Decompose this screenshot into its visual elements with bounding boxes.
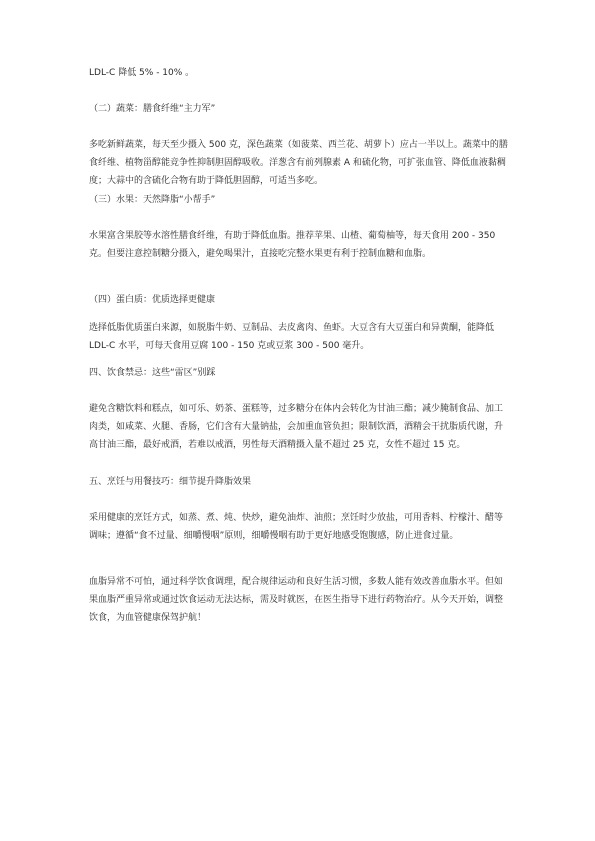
heading-fruit: （三）水果：天然降脂“小帮手” — [89, 195, 216, 205]
paragraph-fruit: 水果富含果胶等水溶性膳食纤维，有助于降低血脂。推荐苹果、山楂、葡萄柚等，每天食用 200 - 350 克。但要注意控制糖分摄入，避免喝果汁，直接吃完整水果更有利于控制血糖和血脂。 — [89, 231, 496, 259]
heading-vegetables: （二）蔬菜：膳食纤维“主力军” — [89, 104, 216, 114]
paragraph-protein: 选择低脂优质蛋白来源，如脱脂牛奶、豆制品、去皮禽肉、鱼虾。大豆含有大豆蛋白和异黄酮，能降低 LDL-C 水平，可每天食用豆腐 100 - 150 克或豆浆 300 - 500 毫升。 — [89, 323, 495, 351]
paragraph-diet-taboos: 避免含糖饮料和糕点，如可乐、奶茶、蛋糕等，过多糖分在体内会转化为甘油三酯；减少腌制食品、加工肉类，如咸菜、火腿、香肠，它们含有大量钠盐，会加重血管负担；限制饮酒，酒精会干扰脂质代谢，升高甘油三酯，最好戒酒，若难以戒酒，男性每天酒精摄入量不超过 25 克，女性不超过 15 克。 — [89, 404, 504, 450]
paragraph-ldl-continuation: LDL-C 降低 5% - 10% 。 — [89, 68, 195, 78]
heading-cooking-tips: 五、烹饪与用餐技巧：细节提升降脂效果 — [89, 477, 252, 487]
heading-protein: （四）蛋白质：优质选择更健康 — [89, 295, 216, 305]
paragraph-conclusion: 血脂异常不可怕，通过科学饮食调理，配合规律运动和良好生活习惯，多数人能有效改善血脂水平。但如果血脂严重异常或通过饮食运动无法达标，需及时就医，在医生指导下进行药物治疗。从今天开始，调整饮食，为血管健康保驾护航！ — [89, 577, 504, 623]
heading-diet-taboos: 四、饮食禁忌：这些“雷区”别踩 — [89, 368, 216, 378]
paragraph-cooking-tips: 采用健康的烹饪方式，如蒸、煮、炖、快炒，避免油炸、油煎；烹饪时少放盐，可用香料、柠檬汁、醋等调味；遵循“食不过量、细嚼慢咽”原则，细嚼慢咽有助于更好地感受饱腹感，防止进食过量。 — [89, 513, 504, 541]
paragraph-vegetables: 多吃新鲜蔬菜，每天至少摄入 500 克，深色蔬菜（如菠菜、西兰花、胡萝卜）应占一半以上。蔬菜中的膳食纤维、植物甾醇能竞争性抑制胆固醇吸收。洋葱含有前列腺素 A 和硫化物，可扩张血管、降低血液黏稠度；大蒜中的含硫化合物有助于降低胆固醇，可适当多吃。 — [89, 140, 508, 186]
